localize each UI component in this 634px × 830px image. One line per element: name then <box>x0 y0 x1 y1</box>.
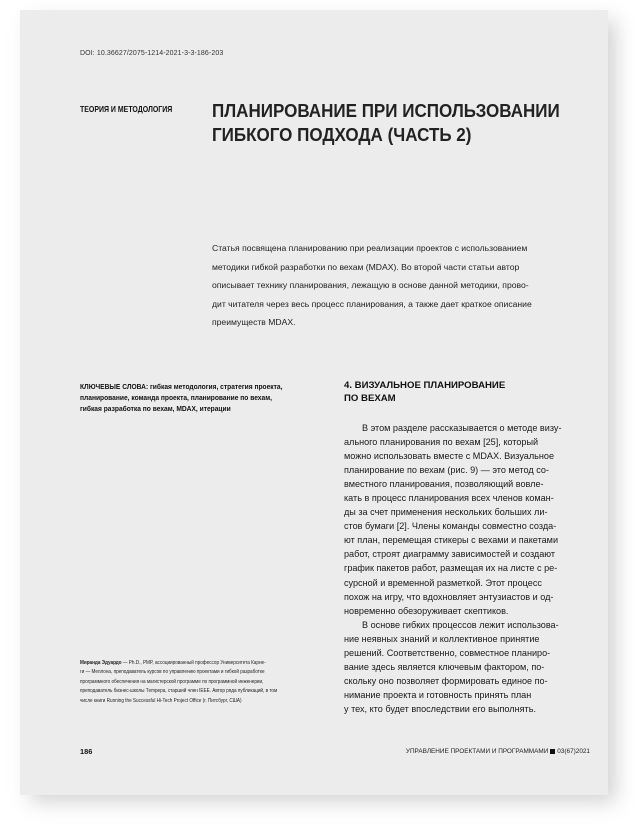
author-bio-line: преподаватель бизнес-школы Tеmpера, старший член IEEE. Автор ряда публикаций, в том <box>80 688 278 695</box>
running-footer <box>406 748 590 755</box>
body-line: В основе гибких процессов лежит использова- <box>362 619 559 630</box>
body-line: новременно обезоруживает скептиков. <box>344 605 509 616</box>
journal-page <box>20 10 608 795</box>
author-bio-line: числе книги Running the Successful Hi-Tech Project Office (г. Питсбург, США) <box>80 697 242 704</box>
author-bio-line <box>80 659 295 668</box>
body-line: ды за счет применения нескольких больших ли- <box>344 507 548 518</box>
body-line: похож на игру, что вдохновляет энтузиастов и од- <box>344 591 554 602</box>
body-line: работ, строят диаграмму зависимостей и создают <box>344 549 556 560</box>
body-line: ют план, перемещая стикеры с вехами и пакетами <box>344 535 559 546</box>
keywords <box>80 381 320 414</box>
section-heading <box>344 380 594 405</box>
section-heading-line: ПО ВЕХАМ <box>344 392 396 404</box>
body-line: график пакетов работ, размещая их на листе с ре- <box>344 563 558 574</box>
body-line: у тех, кто будет впоследствии его выполнять. <box>344 703 536 714</box>
body-line: сурсной и временной разметкой. Этот процесс <box>344 577 542 588</box>
author-bio-text: — Ph.D., PMP, ассоциированный профессор Университета Карне- <box>121 660 266 666</box>
body-line: стов бумаги [2]. Члены команды совместно созда- <box>344 521 557 532</box>
body-line: ние неявных знаний и коллективное принятие <box>344 633 540 644</box>
author-bio <box>80 659 330 706</box>
body-line: скольку оно позволяет формировать единое по- <box>344 675 548 686</box>
abstract-line: дит читателя через весь процесс планирования, а также дает краткое описание <box>212 298 532 309</box>
doi-line: DOI: 10.36627/2075-1214-2021-3-3-186-203 <box>80 50 224 57</box>
title-line: ПЛАНИРОВАНИЕ ПРИ ИСПОЛЬЗОВАНИИ <box>212 100 560 121</box>
body-line: вместного планирования, позволяющий вовле- <box>344 479 544 490</box>
abstract <box>212 239 586 332</box>
abstract-line: методики гибкой разработки по вехам (MDAX). Во второй части статьи автор <box>212 261 520 272</box>
article-title <box>212 99 592 147</box>
section-body <box>344 421 590 716</box>
body-line: нимание проекта и готовность принять план <box>344 689 532 700</box>
issue-number: 03(67)2021 <box>557 748 590 755</box>
author-bio-line: ги — Меллона, преподаватель курсов по управлению проектами и гибкой разработке <box>80 669 265 676</box>
body-line: В этом разделе рассказывается о методе визу- <box>362 423 562 433</box>
abstract-line: описывает технику планирования, лежащую в основе данной методики, прово- <box>212 280 529 290</box>
keywords-line: КЛЮЧЕВЫЕ СЛОВА: гибкая методология, стратегия проекта, <box>80 382 283 391</box>
page-number: 186 <box>80 747 93 756</box>
rubric-label: ТЕОРИЯ И МЕТОДОЛОГИЯ <box>80 104 173 114</box>
section-heading-line: 4. ВИЗУАЛЬНОЕ ПЛАНИРОВАНИЕ <box>344 380 506 391</box>
body-line: планирование по вехам (рис. 9) — это метод со- <box>344 465 549 476</box>
title-line: ГИБКОГО ПОДХОДА (ЧАСТЬ 2) <box>212 124 472 145</box>
abstract-line: Статья посвящена планированию при реализации проектов с использованием <box>212 243 528 253</box>
keywords-line: планирование, команда проекта, планирование по вехам, <box>80 393 272 402</box>
body-line: решений. Соответственно, совместное планиро- <box>344 647 551 658</box>
author-name: Миранда Эдуардо <box>80 660 122 666</box>
journal-name: УПРАВЛЕНИЕ ПРОЕКТАМИ И ПРОГРАММАМИ <box>405 748 549 755</box>
abstract-line: преимуществ MDAX. <box>212 317 296 327</box>
body-line: можно использовать вместе с MDAX. Визуальное <box>344 451 555 462</box>
body-line: ального планирования по вехам [25], который <box>344 437 539 448</box>
body-line: вание здесь является ключевым фактором, по- <box>344 661 545 672</box>
body-line: кать в процесс планирования всех членов коман- <box>344 493 554 504</box>
square-separator-icon <box>550 749 555 754</box>
author-bio-line: программного обеспечения на магистерской программе по программной инженерии, <box>80 678 264 685</box>
keywords-line: гибкая разработка по вехам, MDAX, итерации <box>80 404 231 413</box>
